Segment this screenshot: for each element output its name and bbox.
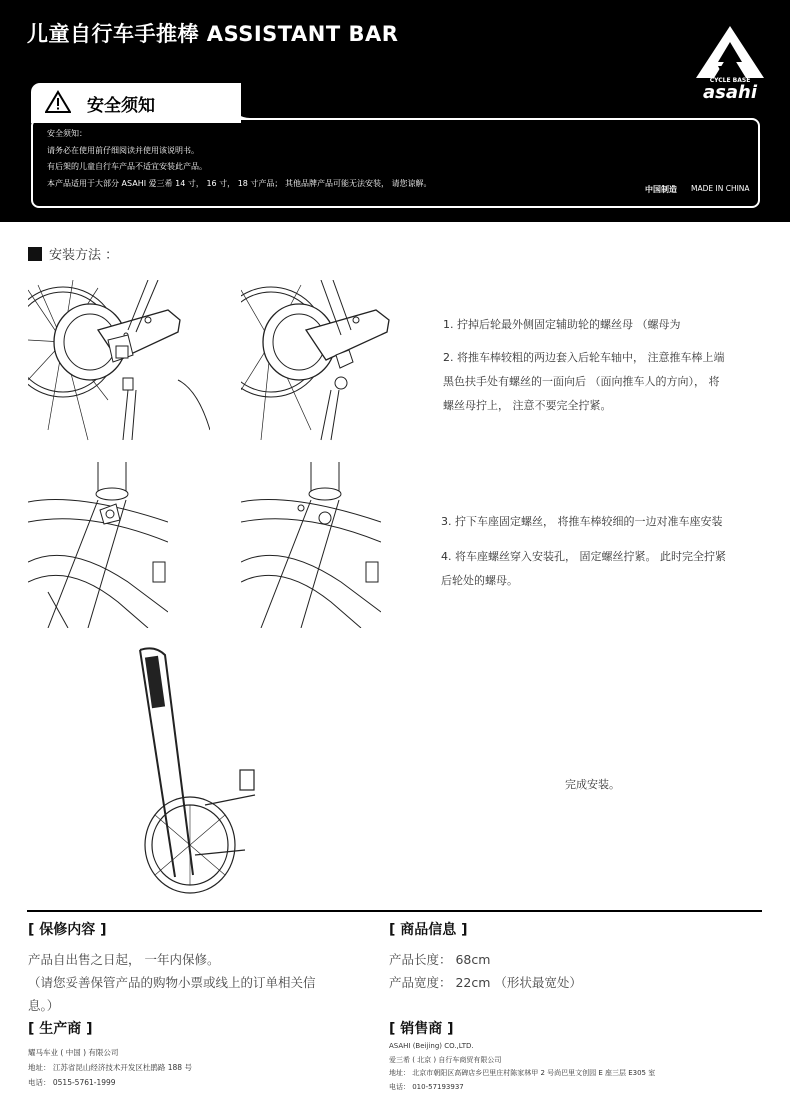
warning-triangle-icon — [45, 90, 71, 114]
product-info-heading: [ 商品信息 ] — [389, 922, 468, 938]
product-length: 产品长度： 68cm — [389, 952, 491, 967]
manufacturer-line: 电话： 0515-5761-1999 — [28, 1078, 116, 1087]
step4-line: 后轮处的螺母。 — [441, 574, 518, 587]
step3-text: 3. 拧下车座固定螺丝， 将推车棒较细的一边对准车座安装 — [441, 515, 723, 528]
product-info-text — [389, 948, 582, 994]
notice-tab-curve — [200, 83, 250, 120]
step4-illustration — [241, 462, 381, 628]
asahi-logo — [694, 22, 766, 102]
page-title: 儿童自行车手推棒 ASSISTANT BAR — [27, 22, 399, 46]
notice-text — [47, 126, 432, 192]
made-in-china-cn: 中国制造 — [645, 185, 677, 194]
warranty-heading: [ 保修内容 ] — [28, 922, 107, 938]
warranty-line: （请您妥善保管产品的购物小票或线上的订单相关信 — [28, 975, 316, 990]
step3-illustration — [28, 462, 168, 628]
warranty-line: 息。） — [28, 998, 60, 1013]
step4-text — [441, 545, 726, 593]
finished-illustration — [135, 645, 265, 895]
seller-line: ASAHI (Beijing) CO.,LTD. — [389, 1042, 474, 1050]
install-complete-text: 完成安装。 — [565, 778, 620, 791]
notice-line: 安全须知： — [47, 129, 87, 138]
step4-line: 4. 将车座螺丝穿入安装孔， 固定螺丝拧紧。 此时完全拧紧 — [441, 550, 726, 563]
install-heading-label: 安装方法 ： — [49, 248, 119, 263]
step2-line: 2. 将推车棒较粗的两边套入后轮车轴中， 注意推车棒上端 — [443, 351, 725, 364]
logo-brand: asahi — [703, 82, 757, 102]
seller-text — [389, 1040, 655, 1094]
manufacturer-line: 地址： 江苏省昆山经济技术开发区杜鹃路 188 号 — [28, 1063, 192, 1072]
warranty-text — [28, 948, 316, 1017]
section-divider — [27, 910, 762, 912]
step1-text: 1. 拧掉后轮最外侧固定辅助轮的螺丝母 （螺母为 — [443, 318, 681, 331]
seller-line: 爱三希 ( 北京 ) 自行车商贸有限公司 — [389, 1055, 502, 1064]
seller-line: 电话： 010-57193937 — [389, 1082, 464, 1091]
manufacturer-text — [28, 1045, 192, 1090]
notice-line: 有后架的儿童自行车产品不适宜安装此产品。 — [47, 162, 207, 171]
seller-heading: [ 销售商 ] — [389, 1021, 454, 1037]
manufacturer-line: 耀马车业 ( 中国 ) 有限公司 — [28, 1048, 119, 1057]
product-width: 产品宽度： 22cm （形状最宽处） — [389, 975, 582, 990]
header-banner — [0, 0, 790, 222]
install-heading — [28, 244, 118, 263]
step2-text — [443, 346, 725, 418]
seller-line: 地址： 北京市朝阳区高碑店乡巴里庄村陈家林甲 2 号尚巴里文创园 E 座三层 E305 室 — [389, 1069, 656, 1077]
notice-line: 请务必在使用前仔细阅读并使用该说明书。 — [47, 145, 199, 155]
manufacturer-heading: [ 生产商 ] — [28, 1021, 93, 1037]
made-in-china-en: MADE IN CHINA — [691, 184, 750, 193]
warranty-line: 产品自出售之日起， 一年内保修。 — [28, 952, 220, 967]
step2-line: 黑色扶手处有螺丝的一面向后 （面向推车人的方向）， 将 — [443, 375, 720, 388]
step2-illustration — [241, 280, 397, 446]
step1-illustration — [28, 280, 210, 446]
notice-title: 安全须知 — [87, 96, 155, 116]
heading-square-icon — [28, 247, 42, 261]
step2-line: 螺丝母拧上， 注意不要完全拧紧。 — [443, 399, 612, 412]
notice-line: 本产品适用于大部分 ASAHI 爱三希 14 寸， 16 寸， 18 寸产品； 其他品牌产品可能无法安装， 请您谅解。 — [47, 178, 432, 188]
logo-tagline: CYCLE BASE — [709, 77, 751, 84]
